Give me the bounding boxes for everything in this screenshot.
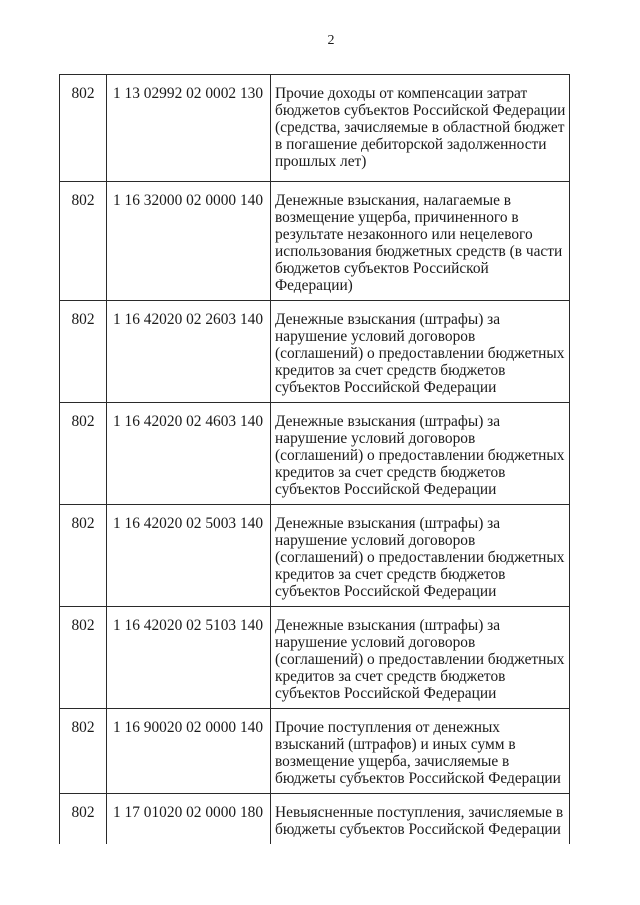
admin-code-cell: 802 — [60, 301, 107, 403]
table-body — [60, 75, 570, 845]
table-row — [60, 301, 570, 403]
budget-codes-table — [59, 74, 570, 844]
description-cell: Денежные взыскания, налагаемые в возмещение ущерба, причиненного в результате незаконного или нецелевого использования бюджетных средств (в части бюджетов субъектов Российской Федерации) — [271, 182, 570, 301]
budget-code-cell: 1 13 02992 02 0002 130 — [107, 75, 271, 182]
admin-code-cell: 802 — [60, 75, 107, 182]
description-cell: Прочие поступления от денежных взысканий (штрафов) и иных сумм в возмещение ущерба, зачисляемые в бюджеты субъектов Российской Федерации — [271, 709, 570, 794]
description-cell: Невыясненные поступления, зачисляемые в бюджеты субъектов Российской Федерации — [271, 794, 570, 845]
table-row — [60, 403, 570, 505]
table-row — [60, 709, 570, 794]
page-number: 2 — [327, 33, 335, 48]
description-cell: Денежные взыскания (штрафы) за нарушение условий договоров (соглашений) о предоставлении бюджетных кредитов за счет средств бюджетов субъектов Российской Федерации — [271, 301, 570, 403]
budget-code-cell: 1 16 32000 02 0000 140 — [107, 182, 271, 301]
admin-code-cell: 802 — [60, 607, 107, 709]
budget-code-cell: 1 16 90020 02 0000 140 — [107, 709, 271, 794]
table-row — [60, 794, 570, 845]
admin-code-cell: 802 — [60, 182, 107, 301]
budget-code-cell: 1 16 42020 02 4603 140 — [107, 403, 271, 505]
table-row — [60, 505, 570, 607]
admin-code-cell: 802 — [60, 505, 107, 607]
table-row — [60, 182, 570, 301]
admin-code-cell: 802 — [60, 403, 107, 505]
description-cell: Денежные взыскания (штрафы) за нарушение условий договоров (соглашений) о предоставлении бюджетных кредитов за счет средств бюджетов субъектов Российской Федерации — [271, 403, 570, 505]
admin-code-cell: 802 — [60, 794, 107, 845]
description-cell: Денежные взыскания (штрафы) за нарушение условий договоров (соглашений) о предоставлении бюджетных кредитов за счет средств бюджетов субъектов Российской Федерации — [271, 505, 570, 607]
table-row — [60, 75, 570, 182]
budget-code-cell: 1 16 42020 02 2603 140 — [107, 301, 271, 403]
budget-code-cell: 1 16 42020 02 5103 140 — [107, 607, 271, 709]
table-row — [60, 607, 570, 709]
budget-code-cell: 1 16 42020 02 5003 140 — [107, 505, 271, 607]
description-cell: Денежные взыскания (штрафы) за нарушение условий договоров (соглашений) о предоставлении бюджетных кредитов за счет средств бюджетов субъектов Российской Федерации — [271, 607, 570, 709]
admin-code-cell: 802 — [60, 709, 107, 794]
budget-code-cell: 1 17 01020 02 0000 180 — [107, 794, 271, 845]
description-cell: Прочие доходы от компенсации затрат бюджетов субъектов Российской Федерации (средства, зачисляемые в областной бюджет в погашение дебиторской задолженности прошлых лет) — [271, 75, 570, 182]
